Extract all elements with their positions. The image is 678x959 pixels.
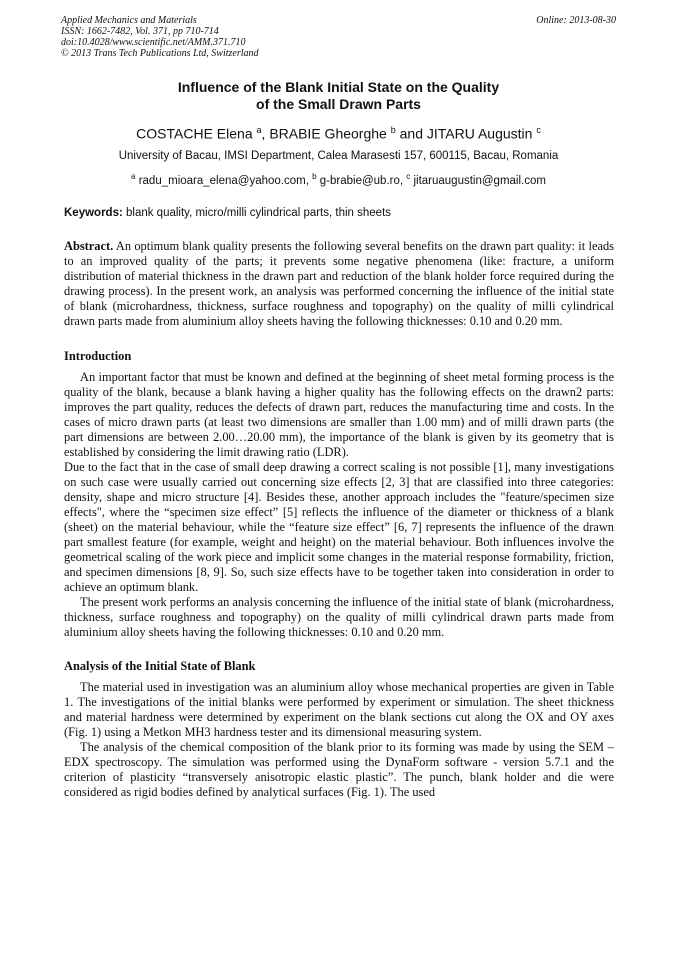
introduction-paragraph-3: The present work performs an analysis concerning the influence of the initial state of blank (microhardness, thickness, surface roughness and topography) on the quality of milli cylindrical drawn parts made from aluminium alloy sheets having the following thicknesses: 0.10 and 0.20 mm. bbox=[64, 595, 614, 639]
copyright-line: © 2013 Trans Tech Publications Ltd, Switzerland bbox=[61, 48, 259, 59]
introduction-heading: Introduction bbox=[64, 349, 132, 363]
analysis-paragraph-2: The analysis of the chemical composition of the blank prior to its forming was made by using the SEM – EDX spectroscopy. The simulation was performed using the DynaForm software - version 5.7.1 and the criterion of plasticity “transversely anisotropic elastic plastic”. The punch, blank holder and die were considered as rigid bodies defined by analytical surfaces (Fig. 1). The used bbox=[64, 740, 614, 799]
abstract-label: Abstract. bbox=[64, 239, 114, 253]
author-list bbox=[61, 122, 616, 143]
doi-line: doi:10.4028/www.scientific.net/AMM.371.710 bbox=[61, 37, 246, 48]
email-2[interactable]: g-brabie@ub.ro, bbox=[319, 174, 407, 187]
author-separator-1: , bbox=[261, 125, 270, 142]
online-date: Online: 2013-08-30 bbox=[536, 15, 616, 26]
author-jitaru-sup: c bbox=[536, 125, 541, 135]
issn-line: ISSN: 1662-7482, Vol. 371, pp 710-714 bbox=[61, 26, 219, 37]
paper-title bbox=[61, 79, 616, 113]
author-jitaru: JITARU Augustin bbox=[426, 125, 533, 142]
title-line-2: of the Small Drawn Parts bbox=[256, 96, 421, 112]
introduction-paragraph-2: Due to the fact that in the case of small deep drawing a correct scaling is not possible [1], many investigations on such case were usually carried out concerning size effects [2, 3] that are classified into three categories: density, shape and micro structure [4]. Besides these, another approach includes the "feature/specimen size effects", where the “specimen size effect” [5] reflects the influence of the diameter or thickness of a blank (sheet) on the material behaviour, while the “feature size effect” [6, 7] represents the influence of the drawn part smallest feature (for example, weight and height) on the material behaviour. Both influences involve the geometrical scaling of the work piece and implicit some changes in the material response formability, friction, and specimen dimensions [8, 9]. So, such size effects have to be together taken into consideration in order to achieve an optimum blank. bbox=[64, 460, 614, 594]
author-costache-sup: a bbox=[256, 125, 262, 135]
analysis-heading: Analysis of the Initial State of Blank bbox=[64, 659, 256, 673]
email-1[interactable]: radu_mioara_elena@yahoo.com, bbox=[138, 174, 313, 187]
email-list bbox=[61, 170, 616, 188]
author-brabie-sup: b bbox=[390, 125, 396, 135]
author-costache: COSTACHE Elena bbox=[136, 125, 253, 142]
affiliation: University of Bacau, IMSI Department, Calea Marasesti 157, 600115, Bacau, Romania bbox=[118, 150, 559, 162]
introduction-paragraph-1: An important factor that must be known and defined at the beginning of sheet metal forming process is the quality of the blank, because a blank having a higher quality has the following effects on the drawn2 parts: improves the part quality, reduces the defects of drawn part, reduces the manufacturing time and costs. In the cases of micro drawn parts (at least two dimensions are smaller than 1.00 mm) and of milli drawn parts (the part dimensions are between 2.00…20.00 mm), the importance of the blank is given by its geometry that is established by considering the limit drawing ratio (LDR). bbox=[64, 370, 614, 459]
author-brabie: BRABIE Gheorghe bbox=[269, 125, 387, 142]
keywords-label: Keywords: bbox=[64, 207, 123, 219]
journal-name: Applied Mechanics and Materials bbox=[61, 15, 197, 26]
abstract-paragraph bbox=[64, 239, 614, 329]
analysis-paragraph-1: The material used in investigation was an aluminium alloy whose mechanical properties are given in Table 1. The investigations of the initial blanks were performed by experiment or simulation. The sheet thickness and material hardness were determined by experiment on the blank sections cut along the OX and OY axes (Fig. 1) using a Metkon MH3 hardness tester and its dimensional measuring system. bbox=[64, 680, 614, 739]
abstract-text: An optimum blank quality presents the following several benefits on the drawn part quality: it leads to an improved quality of the parts; it prevents some negative phenomena (like: fracture, a uniform distribution of material thickness in the drawn part and reduction of the blank holder force required during the drawing process). In the present work, an analysis was performed concerning the influence of the initial state of blank (microhardness, thickness, surface roughness and topography) on the quality of milli cylindrical drawn parts made from aluminium alloy sheets having the following thicknesses: 0.10 and 0.20 mm. bbox=[64, 239, 614, 328]
email-2-sup: b bbox=[312, 172, 317, 181]
email-1-sup: a bbox=[131, 172, 136, 181]
keywords bbox=[64, 206, 616, 220]
title-line-1: Influence of the Blank Initial State on the Quality bbox=[177, 79, 500, 95]
email-3-sup: c bbox=[406, 172, 411, 181]
author-separator-2: and bbox=[395, 125, 427, 142]
keywords-text: blank quality, micro/milli cylindrical parts, thin sheets bbox=[122, 207, 392, 219]
journal-header bbox=[61, 15, 616, 59]
email-3[interactable]: jitaruaugustin@gmail.com bbox=[413, 174, 546, 187]
paper-body bbox=[64, 239, 614, 800]
